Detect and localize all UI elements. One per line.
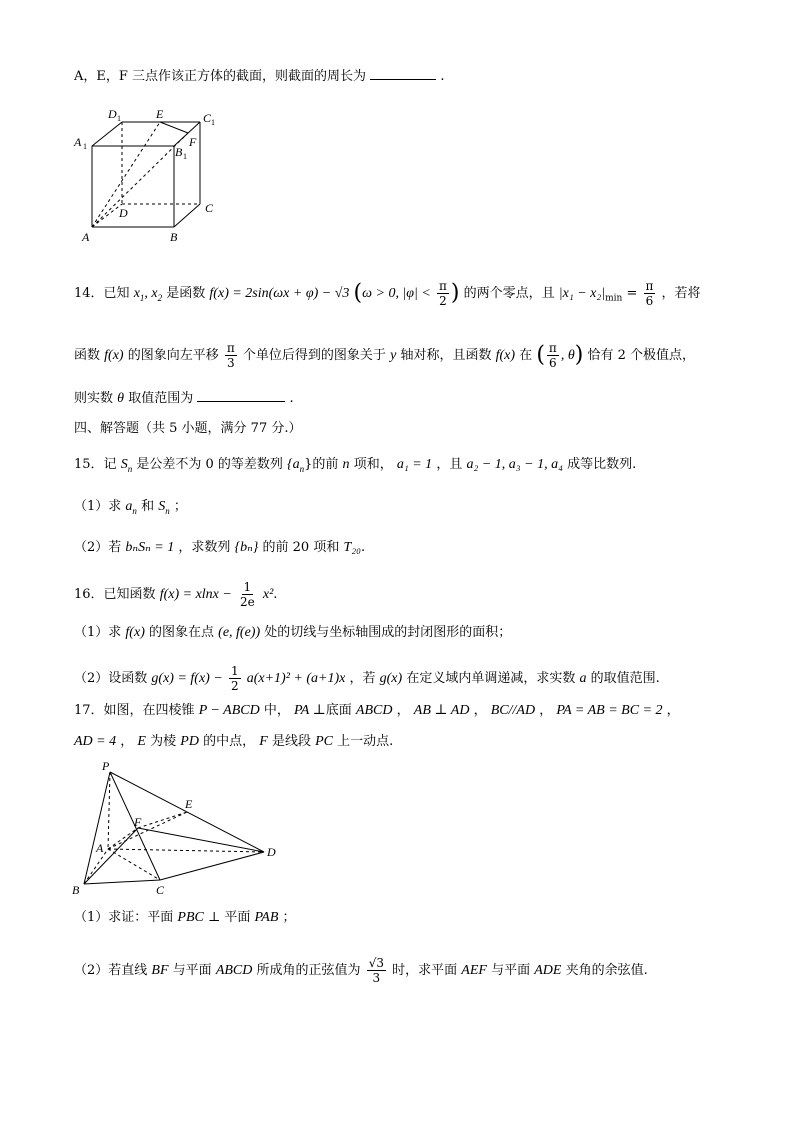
q17-line2 [74,733,393,751]
sequence-expr: a₂ − 1, a₃ − 1, a₄ [466,457,563,472]
F-var: F [259,734,268,749]
q17-number: 17．如图，在四棱锥 [74,703,195,718]
BF: BF [151,963,169,978]
fraction-pi-6: $\frac{\pi}{6}$ [645,279,654,308]
text: ，且 [436,457,463,472]
text: 在定义域内单调递减，求实数 [406,671,576,686]
text: 时，求平面 [392,963,458,978]
q15-sub1: （1）求 $a_n$ 和 $S_n$ ； [74,499,187,516]
theta: θ [567,348,575,363]
text: ； [173,499,187,514]
q16-line1 [74,580,277,609]
label-D: D [119,206,128,220]
fraction-sqrt3-3: $\frac{√3}{3}$ [368,956,384,985]
q14-line1: 14．已知 $x_1$, $x_2$ 是函数 f(x) = 2sin(ωx + φ) − √3 (ω > 0, |φ| < $\frac{\pi}{2}$ ) 的两个零点，且 $|x_1 - x_2|_{min}$ = $\frac{\pi}{6}$ ，若将 [74,279,701,308]
bnSn-eq: bₙSₙ = 1 [125,540,175,555]
point: (e, f(e)) [218,625,261,640]
an-set: {a [287,457,300,472]
fx: f(x) [495,348,516,363]
bn-set: {bₙ} [234,540,259,555]
q13-line [74,67,444,86]
text: 与平面 [491,963,531,978]
g-expr-rest: a(x+1)² + (a+1)x [246,671,346,686]
text: 是公差不为 0 的等差数列 [136,457,283,472]
cube-figure [72,104,222,244]
text: }的前 [304,457,339,472]
label-C1: C [203,111,212,125]
fx: f(x) [104,348,124,363]
label-D1: D [108,107,117,121]
answer-blank [370,67,436,80]
label-P: P [102,760,110,773]
lengths: PA = AB = BC = 2 [556,703,663,718]
text: 的中点， [203,734,256,749]
BC-parallel-AD: BC//AD [490,703,536,718]
gx: g(x) [379,671,403,686]
a1-eq: a₁ = 1 [396,457,433,472]
fraction-pi-6: $\frac{\pi}{6}$ [548,341,557,370]
abs-expr: |x₁ − x₂| [558,286,606,301]
S-var: S [120,457,128,472]
q14-line3 [74,389,294,408]
text: 所成角的正弦值为 [256,963,361,978]
text: 平面 [224,910,251,925]
label-B: B [170,230,178,244]
T20: T₂₀ [343,540,362,555]
text: 成等比数列. [567,457,637,472]
label-E: E [156,107,164,121]
text: 是线段 [271,734,311,749]
svg-text:1: 1 [83,142,87,151]
text: 夹角的余弦值. [565,963,648,978]
label-B: B [72,883,80,897]
text: （1）求 [74,625,122,640]
text: （2）设函数 [74,671,148,686]
label-F: F [189,135,197,149]
text: 的图象在点 [149,625,215,640]
text: 为棱 [150,734,177,749]
x2: x² [262,587,274,602]
q14-line2: 函数 f(x) 的图象向左平移 $\frac{\pi}{3}$ 个单位后得到的图象关于 y 轴对称，且函数 f(x) 在 ( $\frac{\pi}{6}$ , θ) 恰有 2 个极值点， [74,341,695,370]
label-F: F [134,815,142,829]
text: 是函数 [166,286,206,301]
AEF: AEF [461,963,487,978]
text: 则实数 [74,391,114,406]
text: （2）若直线 [74,963,148,978]
svg-text:1: 1 [117,114,121,123]
text: ，求数列 [178,540,231,555]
text: 底面 [325,703,352,718]
condition: ω > 0, |φ| < [362,286,431,301]
text: 的前 20 项和 [262,540,340,555]
text: 与平面 [172,963,212,978]
function-expr: f(x) = xlnx − [159,587,232,602]
theta: θ [117,391,125,406]
AD-length: AD = 4 [74,734,117,749]
q15-sub2 [74,539,365,557]
q16-sub1 [74,624,511,642]
label-E: E [185,797,193,811]
text: ，若 [349,671,376,686]
q15-line1: 15．记 $S_n$ 是公差不为 0 的等差数列 $\{a_n\}$的前 n 项和， a₁ = 1 ，且 a₂ − 1, a₃ − 1, a₄ 成等比数列. [74,457,637,474]
text: （2）若 [74,540,122,555]
period: . [273,587,278,602]
text: ； [282,910,296,925]
pyramid: P − ABCD [198,703,260,718]
svg-text:1: 1 [211,118,215,127]
text: ，若将 [661,286,701,301]
label-A: A [82,230,90,244]
AB-perp-AD: AB ⊥ AD [413,703,470,718]
PBC: PBC [177,910,204,925]
g-expr: g(x) = f(x) − [151,671,223,686]
q16-sub2 [74,664,660,693]
q14-number: 14．已知 [74,286,130,301]
label-A1: A [74,135,82,149]
text: 上一动点. [337,734,394,749]
text: 中， [263,703,290,718]
fx: f(x) [125,625,145,640]
text: 取值范围为 [128,391,194,406]
PA-perp: PA ⊥ [294,703,326,718]
comma: ， [396,703,410,718]
text: 轴对称，且函数 [400,348,492,363]
text: 的取值范围. [590,671,660,686]
svg-text:1: 1 [183,152,187,161]
PAB: PAB [254,910,279,925]
PD: PD [180,734,199,749]
label-D: D [267,845,276,859]
fraction-1-2e: $\frac{1}{2e}$ [239,580,255,609]
fraction-pi-3: $\frac{\pi}{3}$ [226,341,235,370]
text: （1）求 [74,499,122,514]
text: 的两个零点，且 [463,286,555,301]
section-heading: 四、解答题（共 5 小题，满分 77 分.） [74,421,302,436]
text: 个单位后得到的图象关于 [242,348,386,363]
label-B1: B [175,145,183,159]
text: 函数 [74,348,101,363]
q17-sub2 [74,956,648,985]
period: . [440,69,445,84]
text: 恰有 2 个极值点， [587,348,695,363]
comma: ， [539,703,553,718]
text: 项和， [353,457,393,472]
period: . [361,540,366,555]
E-var: E [137,734,146,749]
fraction-1-2: $\frac{1}{2}$ [230,664,239,693]
min-sub: min [605,293,623,304]
text: （1）求证：平面 [74,910,174,925]
label-A: A [96,841,104,855]
label-C: C [156,883,165,897]
period: . [289,391,294,406]
equals: = [626,286,638,301]
ADE: ADE [534,963,562,978]
perp: ⊥ [208,910,221,925]
y-var: y [390,348,397,363]
label-C: C [205,201,214,215]
q16-number: 16．已知函数 [74,587,156,602]
comma: ， [120,734,134,749]
comma: ， [473,703,487,718]
ABCD: ABCD [355,703,393,718]
q13-text: A，E，F 三点作该正方体的截面，则截面的周长为 [74,69,367,84]
text: 处的切线与坐标轴围成的封闭图形的面积； [264,625,512,640]
a-var: a [579,671,587,686]
PC: PC [315,734,333,749]
fraction-pi-2: $\frac{\pi}{2}$ [439,279,447,308]
text: 和 [141,499,155,514]
text: 的图象向左平移 [127,348,219,363]
answer-blank [197,389,285,402]
q17-sub1 [74,909,296,927]
text: 在 [519,348,533,363]
pyramid-figure [68,760,288,900]
ABCD: ABCD [215,963,253,978]
comma: ， [666,703,680,718]
q17-line1 [74,702,680,720]
n-sub: n [127,463,133,474]
function-expr: f(x) = 2sin(ωx + φ) − √3 [209,286,350,301]
q15-number: 15．记 [74,457,117,472]
